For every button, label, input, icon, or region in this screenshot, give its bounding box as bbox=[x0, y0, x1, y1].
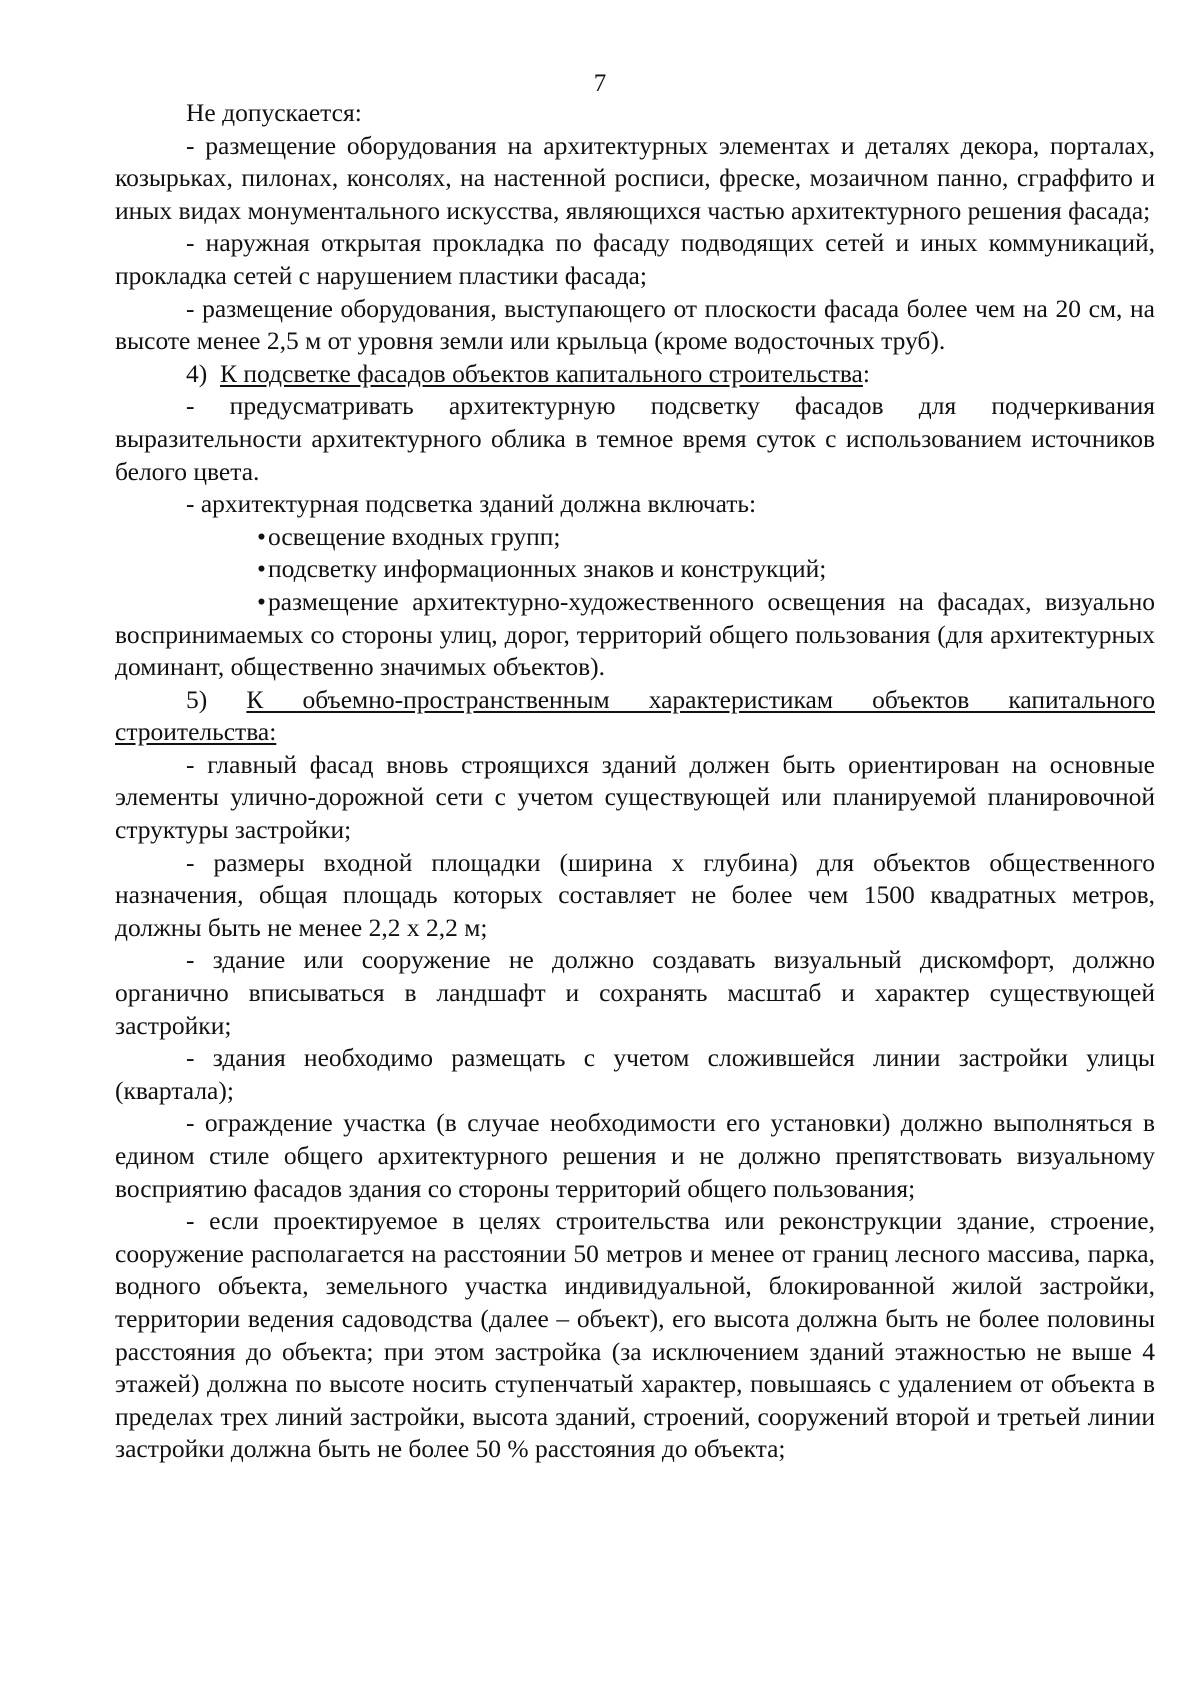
list-item-sign-lighting bbox=[115, 553, 1155, 586]
bullet-icon: • bbox=[257, 554, 266, 584]
paragraph-lighting-includes: - архитектурная подсветка зданий должна включать: bbox=[186, 489, 757, 519]
paragraph-building-line: - здания необходимо размещать с учетом сложившейся линии застройки улицы (квартала); bbox=[115, 1043, 1155, 1105]
paragraph-open-wiring: - наружная открытая прокладка по фасаду подводящих сетей и иных коммуникаций, прокладка сетей с нарушением пластики фасада; bbox=[115, 228, 1155, 290]
list-item-text: размещение архитектурно-художественного освещения на фасадах, визуально воспринимаемых со стороны улиц, дорог, территорий общего пользования (для архитектурных доминант, общественно значимых объектов). bbox=[115, 586, 1155, 682]
list-item-artistic-lighting bbox=[115, 586, 1155, 684]
section-4-colon: : bbox=[862, 358, 870, 388]
paragraph-architectural-lighting: - предусматривать архитектурную подсветку фасадов для подчеркивания выразительности архитектурного облика в темное время суток с использованием источников белого цвета. bbox=[115, 391, 1155, 486]
section-4-heading bbox=[115, 358, 1155, 391]
list-item-entrance-lighting bbox=[115, 521, 1155, 554]
section-4-number: 4) bbox=[186, 358, 208, 388]
paragraph-protruding-equipment: - размещение оборудования, выступающего от плоскости фасада более чем на 20 см, на высоте менее 2,5 м от уровня земли или крыльца (кроме водосточных труб). bbox=[115, 293, 1155, 356]
page-number: 7 bbox=[593, 70, 607, 97]
section-5-title-line1: К объемно-пространственным характеристикам объектов капитального bbox=[246, 684, 1156, 714]
section-5-heading-end bbox=[115, 716, 1155, 749]
list-item-text: освещение входных групп; bbox=[267, 521, 561, 551]
paragraph-not-allowed-heading: Не допускается: bbox=[186, 98, 362, 127]
section-4-title: К подсветке фасадов объектов капитального строительства bbox=[220, 358, 863, 388]
paragraph-equipment-decor: - размещение оборудования на архитектурных элементах и деталях декора, порталах, козырьках, пилонах, консолях, на настенной росписи, фреске, мозаичном панно, сграффито и иных видах монументального искусства, являющихся частью архитектурного решения фасада; bbox=[115, 130, 1155, 225]
document-body bbox=[115, 97, 1155, 1466]
paragraph-main-facade: - главный фасад вновь строящихся зданий должен быть ориентирован на основные элементы улично-дорожной сети с учетом существующей или планируемой планировочной структуры застройки; bbox=[115, 749, 1155, 845]
section-5-title-line2: строительства: bbox=[115, 717, 277, 747]
section-5-heading bbox=[115, 684, 1155, 717]
paragraph-entrance-size: - размеры входной площадки (ширина х глубина) для объектов общественного назначения, общая площадь которых составляет не более чем 1500 квадратных метров, должны быть не менее 2,2 х 2,2 м; bbox=[115, 847, 1155, 942]
section-5-number: 5) bbox=[186, 684, 208, 714]
paragraph-visual-comfort: - здание или сооружение не должно создавать визуальный дискомфорт, должно органично вписываться в ландшафт и сохранять масштаб и характер существующей застройки; bbox=[115, 945, 1155, 1040]
list-item-text: подсветку информационных знаков и конструкций; bbox=[267, 554, 827, 584]
bullet-icon: • bbox=[257, 521, 266, 551]
bullet-icon: • bbox=[257, 586, 266, 616]
paragraph-height-limits: - если проектируемое в целях строительства или реконструкции здание, строение, сооружение располагается на расстоянии 50 метров и менее от границ лесного массива, парка, водного объекта, земельного участка индивидуальной, блокированной жилой застройки, территории ведения садоводства (далее – объект), его высота должна быть не более половины расстояния до объекта; при этом застройка (за исключением зданий этажностью не выше 4 этажей) должна по высоте носить ступенчатый характер, повышаясь с удалением от объекта в пределах трех линий застройки, высота зданий, строений, сооружений второй и третьей линии застройки должна быть не более 50 % расстояния до объекта; bbox=[115, 1206, 1155, 1464]
paragraph-fencing: - ограждение участка (в случае необходимости его установки) должно выполняться в едином стиле общего архитектурного решения и не должно препятствовать визуальному восприятию фасадов здания со стороны территорий общего пользования; bbox=[115, 1108, 1155, 1203]
